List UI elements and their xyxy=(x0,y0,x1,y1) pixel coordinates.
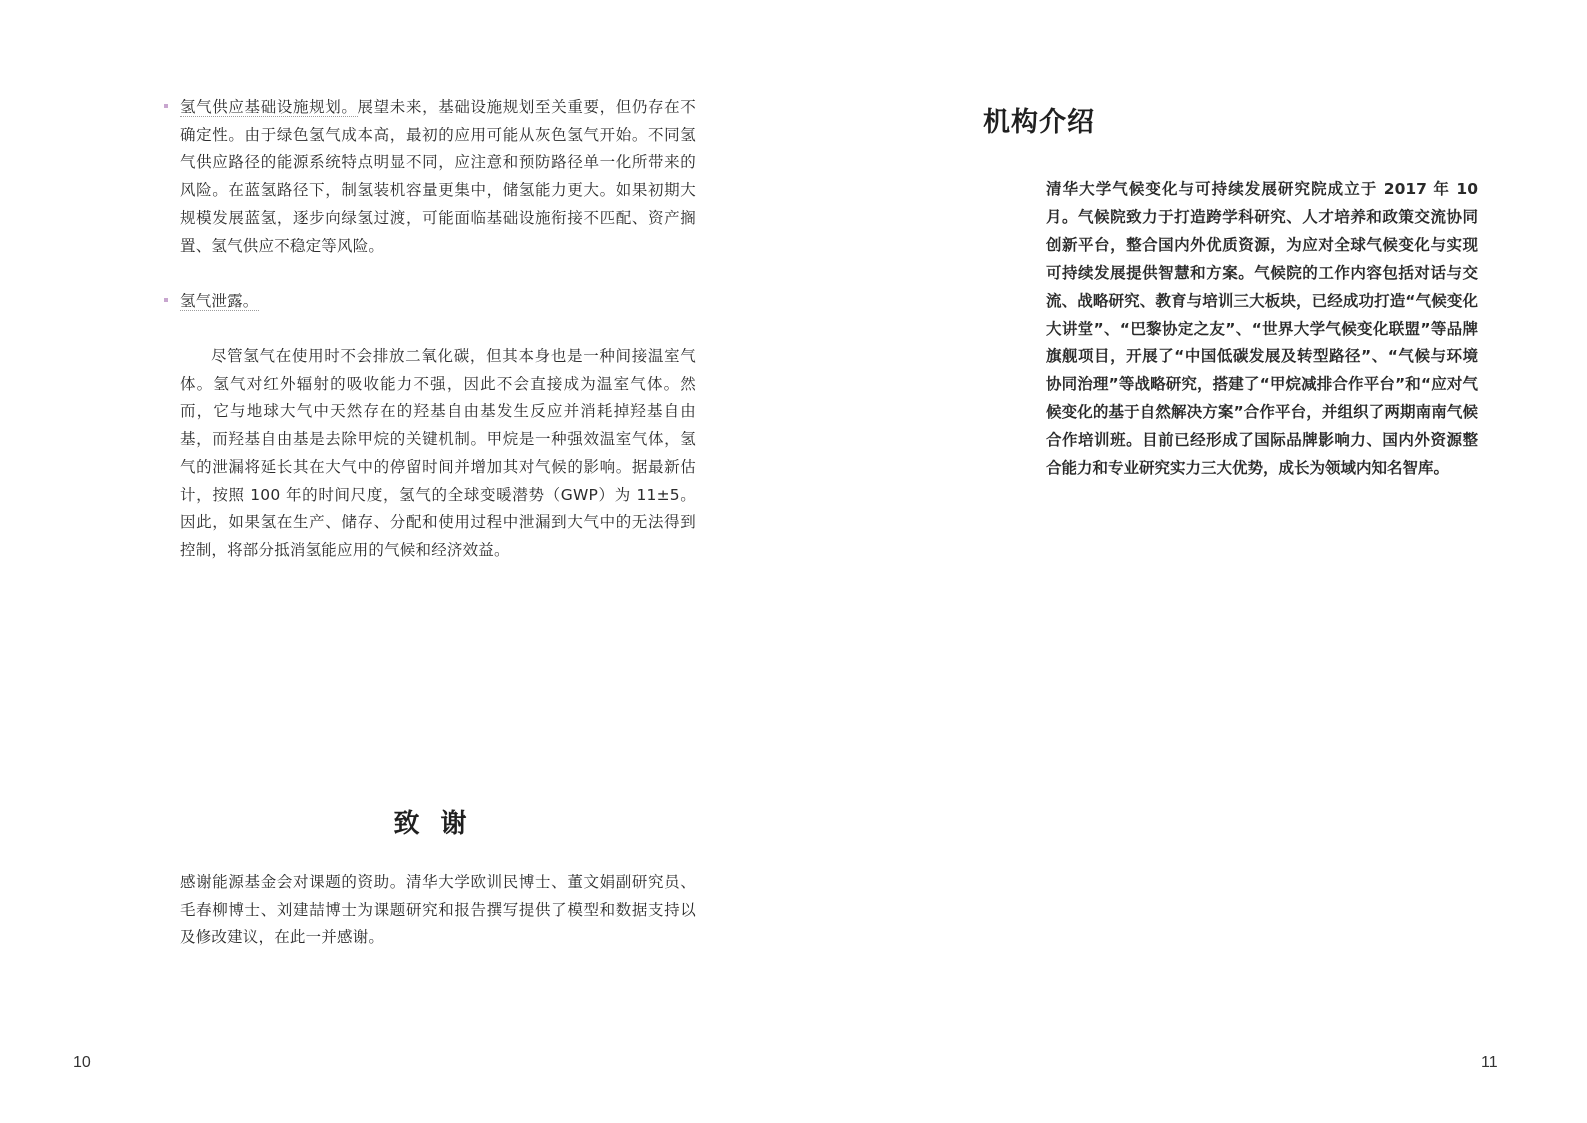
bullet-text: 展望未来，基础设施规划至关重要，但仍存在不确定性。由于绿色氢气成本高，最初的应用可能从灰色氢气开始。不同氢气供应路径的能源系统特点明显不同，应注意和预防路径单一化所带来的风险。在蓝氢路径下，制氢装机容量更集中，储氢能力更大。如果初期大规模发展蓝氢，逐步向绿氢过渡，可能面临基础设施衔接不匹配、资产搁置、氢气供应不稳定等风险。 xyxy=(180,98,697,255)
acknowledgements-text: 感谢能源基金会对课题的资助。清华大学欧训民博士、董文娟副研究员、毛春柳博士、刘建喆博士为课题研究和报告撰写提供了模型和数据支持以及修改建议，在此一并感谢。 xyxy=(180,873,696,947)
bullet-paragraph xyxy=(180,94,696,260)
bullet-lead: 氢气供应基础设施规划。 xyxy=(180,98,358,116)
hydrogen-leak-paragraph-block xyxy=(180,343,696,565)
institution-description: 清华大学气候变化与可持续发展研究院成立于 2017 年 10 月。气候院致力于打造跨学科研究、人才培养和政策交流协同创新平台，整合国内外优质资源，为应对全球气候变化与实现可持续发展提供智慧和方案。气候院的工作内容包括对话与交流、战略研究、教育与培训三大板块，已经成功打造“气候变化大讲堂”、“巴黎协定之友”、“世界大学气候变化联盟”等品牌旗舰项目，开展了“中国低碳发展及转型路径”、“气候与环境协同治理”等战略研究，搭建了“甲烷减排合作平台”和“应对气候变化的基于自然解决方案”合作平台，并组织了两期南南气候合作培训班。目前已经形成了国际品牌影响力、国内外资源整合能力和专业研究实力三大优势，成长为领域内知名智库。 xyxy=(1046,180,1478,478)
institution-title: 机构介绍 xyxy=(983,107,1095,138)
acknowledgements-title: 致 谢 xyxy=(393,809,473,839)
page-number-right: 11 xyxy=(1481,1054,1498,1071)
bullet-lead: 氢气泄露。 xyxy=(180,292,259,310)
right-page xyxy=(793,0,1587,1123)
bullet-hydrogen-infrastructure xyxy=(180,94,696,260)
bullet-paragraph xyxy=(180,288,696,316)
page-number-left: 10 xyxy=(73,1054,91,1071)
bullet-marker xyxy=(164,104,168,108)
hydrogen-leak-paragraph: 尽管氢气在使用时不会排放二氧化碳，但其本身也是一种间接温室气体。氢气对红外辐射的吸收能力不强，因此不会直接成为温室气体。然而，它与地球大气中天然存在的羟基自由基发生反应并消耗掉羟基自由基，而羟基自由基是去除甲烷的关键机制。甲烷是一种强效温室气体，氢气的泄漏将延长其在大气中的停留时间并增加其对气候的影响。据最新估计，按照 100 年的时间尺度，氢气的全球变暖潜势（GWP）为 11±5。因此，如果氢在生产、储存、分配和使用过程中泄漏到大气中的无法得到控制，将部分抵消氢能应用的气候和经济效益。 xyxy=(180,347,696,559)
bullet-hydrogen-leak xyxy=(180,288,696,316)
bullet-marker xyxy=(164,298,168,302)
acknowledgements-block xyxy=(180,869,696,952)
left-page xyxy=(0,0,793,1123)
